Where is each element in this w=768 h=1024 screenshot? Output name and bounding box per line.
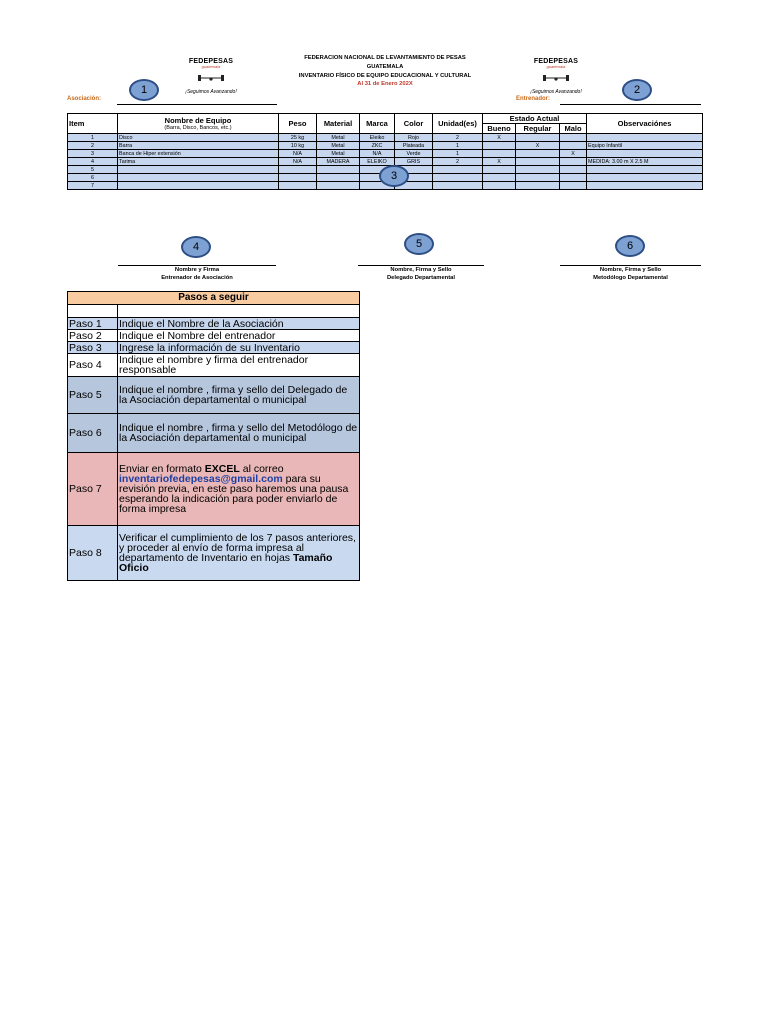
col-header-regular: Regular xyxy=(516,124,560,134)
cell-nombre[interactable] xyxy=(118,166,279,174)
email-link[interactable]: inventariofedepesas@gmail.com xyxy=(119,473,283,485)
step-label: Paso 5 xyxy=(68,377,118,414)
cell-bueno[interactable]: X xyxy=(483,158,516,166)
cell-obs[interactable]: Equipo Infantil xyxy=(587,142,703,150)
cell-bueno[interactable] xyxy=(483,166,516,174)
cell-item[interactable]: 5 xyxy=(68,166,118,174)
cell-unidades[interactable]: 2 xyxy=(433,134,483,142)
step-text-bold: Tamaño Oficio xyxy=(119,552,333,574)
marker-2: 2 xyxy=(622,79,652,101)
cell-unidades[interactable]: 2 xyxy=(433,158,483,166)
cell-unidades[interactable] xyxy=(433,174,483,182)
cell-item[interactable]: 4 xyxy=(68,158,118,166)
step-text: Indique el nombre , firma y sello del Delegado de la Asociación departamental o municipal xyxy=(118,377,360,414)
cell-marca[interactable]: Eleiko xyxy=(360,134,395,142)
cell-unidades[interactable] xyxy=(433,182,483,190)
col-header-color: Color xyxy=(395,114,433,134)
logo-sub: guatemala xyxy=(201,64,221,69)
cell-item[interactable]: 7 xyxy=(68,182,118,190)
col-header-item: Item xyxy=(68,114,118,134)
marker-3: 3 xyxy=(379,165,409,187)
cell-material[interactable] xyxy=(317,182,360,190)
cell-marca[interactable]: N/A xyxy=(360,150,395,158)
cell-unidades[interactable]: 1 xyxy=(433,150,483,158)
cell-malo[interactable] xyxy=(560,142,587,150)
col-header-nombre-title: Nombre de Equipo xyxy=(164,116,232,125)
col-header-nombre-sub: (Barra, Disco, Bancos, etc.) xyxy=(164,125,232,131)
cell-bueno[interactable] xyxy=(483,174,516,182)
cell-bueno[interactable] xyxy=(483,142,516,150)
title-line: GUATEMALA xyxy=(366,63,404,70)
cell-regular[interactable] xyxy=(516,182,560,190)
asociacion-field[interactable] xyxy=(117,104,277,105)
fedepesas-logo-right xyxy=(521,58,591,98)
cell-regular[interactable] xyxy=(516,174,560,182)
step-text xyxy=(118,526,360,581)
cell-marca[interactable]: ZKC xyxy=(360,142,395,150)
col-header-malo: Malo xyxy=(560,124,587,134)
cell-unidades[interactable]: 1 xyxy=(433,142,483,150)
cell-regular[interactable] xyxy=(516,134,560,142)
entrenador-field[interactable] xyxy=(560,104,701,105)
cell-unidades[interactable] xyxy=(433,166,483,174)
cell-regular[interactable] xyxy=(516,150,560,158)
step-text: Indique el Nombre de la Asociación xyxy=(118,318,360,330)
signature-caption-line: Nombre y Firma xyxy=(174,267,220,273)
signature-caption-line: Delegado Departamental xyxy=(387,275,455,281)
col-header-bueno: Bueno xyxy=(483,124,516,134)
table-row xyxy=(68,142,703,150)
step-text: Indique el nombre y firma del entrenador responsable xyxy=(118,354,360,377)
cell-material[interactable] xyxy=(317,174,360,182)
step-text-part: para su revisión previa, en este paso haremos una pausa esperando la indicación para poder enviarlo de forma impresa xyxy=(119,473,349,515)
logo-word: FEDEPESAS xyxy=(533,58,579,65)
signature-caption-line: Nombre, Firma y Sello xyxy=(390,267,452,273)
barbell-icon xyxy=(196,74,226,82)
col-header-estado: Estado Actual xyxy=(483,114,587,124)
logo-slogan: ¡Seguimos Avanzando! xyxy=(185,89,237,95)
cell-item[interactable]: 6 xyxy=(68,174,118,182)
step-text: Indique el nombre , firma y sello del Metodólogo de la Asociación departamental o municipal xyxy=(118,414,360,453)
cell-malo[interactable] xyxy=(560,158,587,166)
step-text-part: Verificar el cumplimiento de los 7 pasos anteriores, y proceder al envío de forma impresa al departamento de Inventario en hojas xyxy=(119,532,356,564)
cell-obs[interactable] xyxy=(587,174,703,182)
logo-slogan: ¡Seguimos Avanzando! xyxy=(530,89,582,95)
cell-peso[interactable]: N/A xyxy=(279,150,317,158)
signature-caption-delegado xyxy=(358,266,484,282)
cell-obs[interactable] xyxy=(587,150,703,158)
blank-cell xyxy=(68,305,118,318)
cell-item[interactable]: 1 xyxy=(68,134,118,142)
cell-peso[interactable] xyxy=(279,182,317,190)
cell-color[interactable]: Verde xyxy=(395,150,433,158)
marker-4: 4 xyxy=(181,236,211,258)
cell-malo[interactable] xyxy=(560,174,587,182)
cell-color[interactable]: Rojo xyxy=(395,134,433,142)
cell-material[interactable]: Metal xyxy=(317,142,360,150)
signature-caption-metodologo xyxy=(560,266,701,282)
steps-title: Pasos a seguir xyxy=(68,292,360,305)
cell-regular[interactable]: X xyxy=(516,142,560,150)
cell-nombre[interactable]: Barra xyxy=(118,142,279,150)
step-text: Indique el Nombre del entrenador xyxy=(118,330,360,342)
asociacion-label: Asociación: xyxy=(67,96,102,102)
cell-malo[interactable]: X xyxy=(560,150,587,158)
marker-5: 5 xyxy=(404,233,434,255)
table-row xyxy=(68,134,703,142)
col-header-peso: Peso xyxy=(279,114,317,134)
cell-obs[interactable] xyxy=(587,182,703,190)
step-label: Paso 6 xyxy=(68,414,118,453)
cell-nombre[interactable] xyxy=(118,182,279,190)
col-header-material: Material xyxy=(317,114,360,134)
step-text xyxy=(118,453,360,526)
step-label: Paso 8 xyxy=(68,526,118,581)
table-row xyxy=(68,158,703,166)
cell-peso[interactable]: N/A xyxy=(279,158,317,166)
barbell-icon xyxy=(541,74,571,82)
cell-nombre[interactable]: Banca de Hiper extensión xyxy=(118,150,279,158)
cell-color[interactable]: GRIS xyxy=(395,158,433,166)
cell-regular[interactable] xyxy=(516,166,560,174)
signature-caption-entrenador xyxy=(118,266,276,282)
cell-item[interactable]: 2 xyxy=(68,142,118,150)
cell-nombre[interactable]: Tarima xyxy=(118,158,279,166)
step-text-part: al correo xyxy=(239,463,284,475)
step-text-part: Enviar en formato xyxy=(119,463,205,475)
signature-caption-line: Nombre, Firma y Sello xyxy=(599,267,662,273)
marker-1: 1 xyxy=(129,79,159,101)
cell-obs[interactable] xyxy=(587,166,703,174)
cell-bueno[interactable] xyxy=(483,150,516,158)
cell-peso[interactable]: 10 kg xyxy=(279,142,317,150)
cell-obs[interactable]: MEDIDA: 3.00 m X 2.5 M xyxy=(587,158,703,166)
cell-malo[interactable] xyxy=(560,166,587,174)
marker-6: 6 xyxy=(615,235,645,257)
cell-color[interactable]: Plateada xyxy=(395,142,433,150)
entrenador-label: Entrenador: xyxy=(516,96,551,102)
logo-word: FEDEPESAS xyxy=(188,58,234,65)
logo-sub: guatemala xyxy=(546,64,566,69)
cell-peso[interactable]: 25 kg xyxy=(279,134,317,142)
signature-caption-line: Entrenador de Asociación xyxy=(161,275,233,281)
signature-caption-line: Metodólogo Departamental xyxy=(593,275,668,281)
cell-malo[interactable] xyxy=(560,134,587,142)
document-date: Al 31 de Enero 202X xyxy=(357,81,413,88)
cell-malo[interactable] xyxy=(560,182,587,190)
cell-marca[interactable]: ELEIKO xyxy=(360,158,395,166)
fedepesas-logo-left xyxy=(176,58,246,98)
cell-nombre[interactable] xyxy=(118,174,279,182)
step-label: Paso 7 xyxy=(68,453,118,526)
document-title-block xyxy=(250,54,520,89)
table-row xyxy=(68,150,703,158)
col-header-nombre xyxy=(118,114,279,134)
step-label: Paso 2 xyxy=(68,330,118,342)
cell-material[interactable]: Metal xyxy=(317,134,360,142)
step-label: Paso 4 xyxy=(68,354,118,377)
cell-material[interactable] xyxy=(317,166,360,174)
col-header-unidades: Unidad(es) xyxy=(433,114,483,134)
step-text-bold: EXCEL xyxy=(204,463,240,475)
cell-peso[interactable] xyxy=(279,174,317,182)
cell-material[interactable]: Metal xyxy=(317,150,360,158)
blank-cell xyxy=(118,305,360,318)
title-line: INVENTARIO FÍSICO DE EQUIPO EDUCACIONAL Y CULTURAL xyxy=(298,72,472,79)
title-line: FEDERACION NACIONAL DE LEVANTAMIENTO DE PESAS xyxy=(304,55,466,61)
cell-bueno[interactable]: X xyxy=(483,134,516,142)
cell-item[interactable]: 3 xyxy=(68,150,118,158)
step-label: Paso 3 xyxy=(68,342,118,354)
step-text: Ingrese la información de su Inventario xyxy=(118,342,360,354)
steps-table xyxy=(67,291,360,581)
cell-material[interactable]: MADERA xyxy=(317,158,360,166)
cell-bueno[interactable] xyxy=(483,182,516,190)
col-header-marca: Marca xyxy=(360,114,395,134)
cell-nombre[interactable]: Disco xyxy=(118,134,279,142)
cell-peso[interactable] xyxy=(279,166,317,174)
col-header-observaciones: Observaciónes xyxy=(587,114,703,134)
cell-obs[interactable] xyxy=(587,134,703,142)
cell-regular[interactable] xyxy=(516,158,560,166)
step-label: Paso 1 xyxy=(68,318,118,330)
